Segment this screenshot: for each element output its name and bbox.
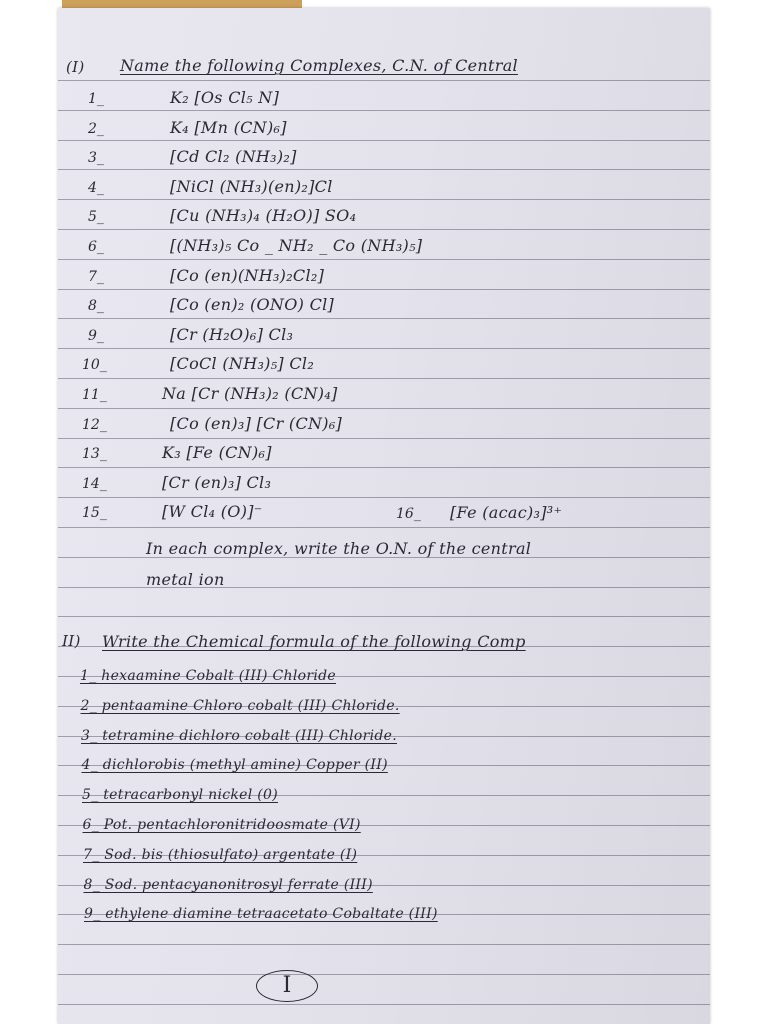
compound-name: 5_ tetracarbonyl nickel (0): [82, 787, 279, 803]
compound-name: 8_ Sod. pentacyanonitrosyl ferrate (III): [83, 877, 373, 893]
ruled-line: [58, 616, 710, 617]
complex-formula: [Co (en)₃] [Cr (CN)₆]: [170, 414, 343, 433]
compound-name: 4_ dichlorobis (methyl amine) Copper (II): [81, 757, 388, 773]
item-16-formula: [Fe (acac)₃]³⁺: [450, 503, 563, 522]
section2-heading: Write the Chemical formula of the following Comp: [102, 632, 526, 651]
item-number: 2_: [88, 121, 104, 137]
table-edge: [0, 0, 62, 1024]
ruled-line: [58, 467, 710, 468]
ruled-line: [58, 169, 710, 170]
complex-formula: [Cd Cl₂ (NH₃)₂]: [170, 147, 297, 166]
section1-note-line1: In each complex, write the O.N. of the central: [146, 539, 532, 558]
ruled-line: [58, 378, 710, 379]
ruled-line: [58, 318, 710, 319]
item-number: 1_: [88, 91, 104, 107]
ruled-line: [58, 944, 710, 945]
notebook-sheet: [58, 8, 710, 1024]
complex-formula: K₂ [Os Cl₅ N]: [170, 88, 280, 107]
item-number: 9_: [88, 328, 104, 344]
compound-name: 3_ tetramine dichloro cobalt (III) Chloride.: [81, 728, 398, 744]
complex-formula: [W Cl₄ (O)]⁻: [162, 502, 263, 521]
item-16-number: 16_: [396, 506, 421, 522]
item-number: 15_: [82, 505, 107, 521]
item-number: 11_: [82, 387, 107, 403]
complex-formula: Na [Cr (NH₃)₂ (CN)₄]: [162, 384, 338, 403]
complex-formula: [Cu (NH₃)₄ (H₂O)] SO₄: [170, 206, 357, 225]
item-number: 5_: [88, 209, 104, 225]
compound-name: 2_ pentaamine Chloro cobalt (III) Chloride.: [80, 698, 400, 714]
page-number-mark: I: [256, 970, 318, 1002]
ruled-line: [58, 199, 710, 200]
complex-formula: [CoCl (NH₃)₅] Cl₂: [170, 354, 315, 373]
item-number: 10_: [82, 357, 107, 373]
complex-formula: [(NH₃)₅ Co _ NH₂ _ Co (NH₃)₅]: [170, 236, 423, 255]
section1-heading: Name the following Complexes, C.N. of Central: [120, 56, 518, 75]
item-number: 4_: [88, 180, 104, 196]
ruled-line: [58, 974, 710, 975]
ruled-line: [58, 348, 710, 349]
compound-name: 7_ Sod. bis (thiosulfato) argentate (I): [83, 847, 358, 863]
ruled-line: [58, 497, 710, 498]
compound-name: 1_ hexaamine Cobalt (III) Chloride: [80, 668, 336, 684]
ruled-line: [58, 80, 710, 81]
ruled-line: [58, 289, 710, 290]
item-number: 7_: [88, 269, 104, 285]
ruled-line: [58, 110, 710, 111]
complex-formula: [Cr (H₂O)₆] Cl₃: [170, 325, 294, 344]
section1-note-line2: metal ion: [146, 570, 225, 589]
ruled-line: [58, 1004, 710, 1005]
section2-roman: II): [62, 632, 81, 650]
item-number: 3_: [88, 150, 104, 166]
complex-formula: [Co (en)(NH₃)₂Cl₂]: [170, 266, 325, 285]
ruled-line: [58, 140, 710, 141]
ruled-line: [58, 229, 710, 230]
complex-formula: [Co (en)₂ (ONO) Cl]: [170, 295, 335, 314]
item-number: 8_: [88, 298, 104, 314]
ruled-line: [58, 408, 710, 409]
ruled-line: [58, 259, 710, 260]
item-number: 13_: [82, 446, 107, 462]
ruled-line: [58, 527, 710, 528]
complex-formula: K₄ [Mn (CN)₆]: [170, 118, 287, 137]
item-number: 14_: [82, 476, 107, 492]
ruled-line: [58, 438, 710, 439]
complex-formula: [Cr (en)₃] Cl₃: [162, 473, 272, 492]
item-number: 6_: [88, 239, 104, 255]
compound-name: 6_ Pot. pentachloronitridoosmate (VI): [82, 817, 361, 833]
complex-formula: [NiCl (NH₃)(en)₂]Cl: [170, 177, 333, 196]
compound-name: 9_ ethylene diamine tetraacetato Cobaltate (III): [84, 906, 438, 922]
section1-roman: (I): [66, 58, 85, 76]
item-number: 12_: [82, 417, 107, 433]
complex-formula: K₃ [Fe (CN)₆]: [162, 443, 272, 462]
